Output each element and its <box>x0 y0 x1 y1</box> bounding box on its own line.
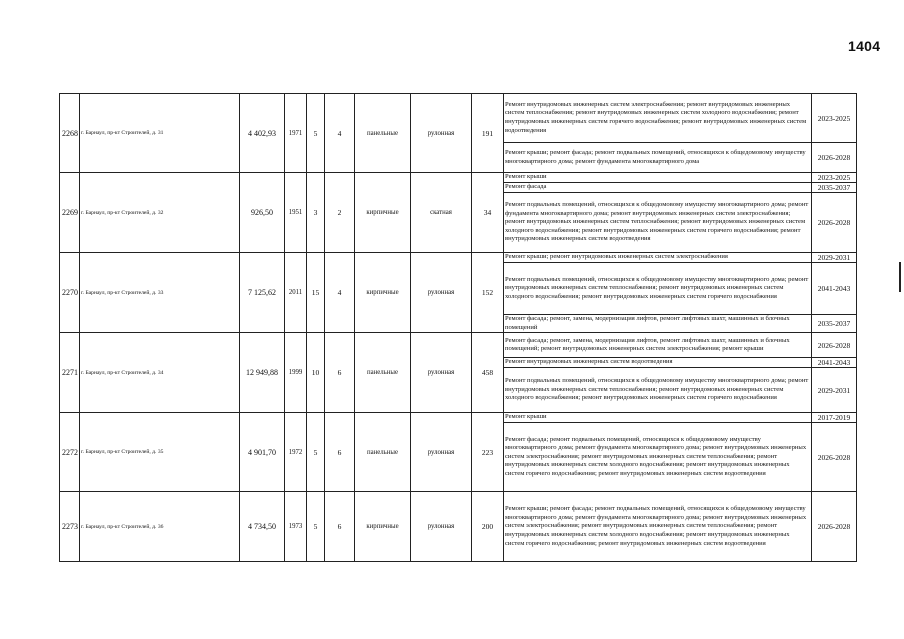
floors-cell: 5 <box>307 94 325 173</box>
entrances-cell: 6 <box>325 413 355 492</box>
work-period-cell: 2026-2028 <box>812 143 857 173</box>
work-period-cell: 2026-2028 <box>812 492 857 562</box>
house-number-cell: 2269 <box>60 173 80 253</box>
work-period-cell: 2023-2025 <box>812 173 857 183</box>
roof-type-cell: рулонная <box>411 333 472 413</box>
address-cell: г. Барнаул, пр-кт Строителей, д. 32 <box>80 173 240 253</box>
residents-count-cell: 223 <box>472 413 504 492</box>
floors-cell: 5 <box>307 413 325 492</box>
residents-count-cell: 458 <box>472 333 504 413</box>
house-number-cell: 2270 <box>60 253 80 333</box>
build-year-cell: 1973 <box>285 492 307 562</box>
house-number-cell: 2272 <box>60 413 80 492</box>
table-row <box>60 253 857 263</box>
work-period-cell: 2029-2031 <box>812 368 857 413</box>
build-year-cell: 1951 <box>285 173 307 253</box>
address-cell: г. Барнаул, пр-кт Строителей, д. 36 <box>80 492 240 562</box>
table-row <box>60 94 857 143</box>
address-cell: г. Барнаул, пр-кт Строителей, д. 33 <box>80 253 240 333</box>
work-period-cell: 2029-2031 <box>812 253 857 263</box>
work-period-cell: 2041-2043 <box>812 263 857 315</box>
work-period-cell: 2035-2037 <box>812 315 857 333</box>
roof-type-cell: рулонная <box>411 253 472 333</box>
floors-cell: 5 <box>307 492 325 562</box>
floors-cell: 3 <box>307 173 325 253</box>
work-description-cell: Ремонт подвальных помещений, относящихся к общедомовому имуществу многоквартирного дома; ремонт внутридомовых инженерных систем теплоснабжения; ремонт внутридомовых инженерных систем холодного водоснабжения; ремонт внутридомовых инженерных систем горячего водоснабжения <box>504 368 812 413</box>
work-description-cell: Ремонт фасада <box>504 183 812 193</box>
work-period-cell: 2026-2028 <box>812 193 857 253</box>
house-number-cell: 2273 <box>60 492 80 562</box>
address-cell: г. Барнаул, пр-кт Строителей, д. 35 <box>80 413 240 492</box>
wall-material-cell: панельные <box>355 94 411 173</box>
work-description-cell: Ремонт крыши; ремонт внутридомовых инженерных систем электроснабжения <box>504 253 812 263</box>
roof-type-cell: рулонная <box>411 492 472 562</box>
work-description-cell: Ремонт подвальных помещений, относящихся к общедомовому имуществу многоквартирного дома; ремонт фундамента многоквартирного дома; ремонт внутридомовых инженерных систем электроснабжения; ремонт внутридомовых инженерных систем теплоснабжения; ремонт внутридомовых инженерных систем холодного водоснабжения; ремонт внутридомовых инженерных систем горячего водоснабжения; ремонт внутридомовых инженерных систем водоотведения <box>504 193 812 253</box>
area-cell: 12 949,88 <box>240 333 285 413</box>
wall-material-cell: кирпичные <box>355 492 411 562</box>
area-cell: 4 402,93 <box>240 94 285 173</box>
house-number-cell: 2271 <box>60 333 80 413</box>
work-description-cell: Ремонт внутридомовых инженерных систем водоотведения <box>504 358 812 368</box>
residents-count-cell: 152 <box>472 253 504 333</box>
work-description-cell: Ремонт внутридомовых инженерных систем электроснабжения; ремонт внутридомовых инженерных систем теплоснабжения; ремонт внутридомовых инженерных систем холодного водоснабжения; ремонт внутридомовых инженерных систем горячего водоснабжения; ремонт внутридомовых инженерных систем водоотведения <box>504 94 812 143</box>
work-description-cell: Ремонт подвальных помещений, относящихся к общедомовому имуществу многоквартирного дома; ремонт внутридомовых инженерных систем теплоснабжения; ремонт внутридомовых инженерных систем холодного водоснабжения; ремонт внутридомовых инженерных систем горячего водоснабжения <box>504 263 812 315</box>
roof-type-cell: скатная <box>411 173 472 253</box>
table-row <box>60 413 857 423</box>
work-description-cell: Ремонт фасада; ремонт, замена, модернизация лифтов, ремонт лифтовых шахт, машинных и блочных помещений; ремонт внутридомовых инженерных систем электроснабжения; ремонт крыши <box>504 333 812 358</box>
address-cell: г. Барнаул, пр-кт Строителей, д. 31 <box>80 94 240 173</box>
entrances-cell: 4 <box>325 94 355 173</box>
work-description-cell: Ремонт крыши <box>504 413 812 423</box>
register-body <box>60 94 857 562</box>
work-period-cell: 2035-2037 <box>812 183 857 193</box>
residents-count-cell: 34 <box>472 173 504 253</box>
entrances-cell: 4 <box>325 253 355 333</box>
entrances-cell: 2 <box>325 173 355 253</box>
work-description-cell: Ремонт фасада; ремонт, замена, модернизация лифтов, ремонт лифтовых шахт, машинных и блочных помещений <box>504 315 812 333</box>
table-row <box>60 492 857 562</box>
roof-type-cell: рулонная <box>411 413 472 492</box>
table-row <box>60 173 857 183</box>
entrances-cell: 6 <box>325 333 355 413</box>
work-description-cell: Ремонт крыши; ремонт фасада; ремонт подвальных помещений, относящихся к общедомовому имуществу многоквартирного дома; ремонт фундамента многоквартирного дома; ремонт внутридомовых инженерных систем электроснабжения; ремонт внутридомовых инженерных систем теплоснабжения; ремонт внутридомовых инженерных систем холодного водоснабжения; ремонт внутридомовых инженерных систем горячего водоснабжения; ремонт внутридомовых инженерных систем водоотведения <box>504 492 812 562</box>
build-year-cell: 1972 <box>285 413 307 492</box>
floors-cell: 10 <box>307 333 325 413</box>
residents-count-cell: 191 <box>472 94 504 173</box>
area-cell: 4 901,70 <box>240 413 285 492</box>
floors-cell: 15 <box>307 253 325 333</box>
area-cell: 7 125,62 <box>240 253 285 333</box>
build-year-cell: 1999 <box>285 333 307 413</box>
residents-count-cell: 200 <box>472 492 504 562</box>
work-period-cell: 2026-2028 <box>812 423 857 492</box>
work-description-cell: Ремонт крыши; ремонт фасада; ремонт подвальных помещений, относящихся к общедомовому имуществу многоквартирного дома; ремонт фундамента многоквартирного дома <box>504 143 812 173</box>
work-period-cell: 2017-2019 <box>812 413 857 423</box>
work-period-cell: 2026-2028 <box>812 333 857 358</box>
build-year-cell: 1971 <box>285 94 307 173</box>
wall-material-cell: панельные <box>355 333 411 413</box>
entrances-cell: 6 <box>325 492 355 562</box>
work-description-cell: Ремонт крыши <box>504 173 812 183</box>
wall-material-cell: кирпичные <box>355 173 411 253</box>
wall-material-cell: кирпичные <box>355 253 411 333</box>
scan-edge-mark <box>899 262 901 292</box>
wall-material-cell: панельные <box>355 413 411 492</box>
table-row <box>60 333 857 358</box>
build-year-cell: 2011 <box>285 253 307 333</box>
work-period-cell: 2023-2025 <box>812 94 857 143</box>
area-cell: 926,50 <box>240 173 285 253</box>
house-number-cell: 2268 <box>60 94 80 173</box>
work-description-cell: Ремонт фасада; ремонт подвальных помещений, относящихся к общедомовому имуществу многоквартирного дома; ремонт фундамента многоквартирного дома; ремонт внутридомовых инженерных систем электроснабжения; ремонт внутридомовых инженерных систем теплоснабжения; ремонт внутридомовых инженерных систем холодного водоснабжения; ремонт внутридомовых инженерных систем горячего водоснабжения; ремонт внутридомовых инженерных систем водоотведения <box>504 423 812 492</box>
work-period-cell: 2041-2043 <box>812 358 857 368</box>
area-cell: 4 734,50 <box>240 492 285 562</box>
repair-register-table <box>59 93 857 562</box>
address-cell: г. Барнаул, пр-кт Строителей, д. 34 <box>80 333 240 413</box>
page-number: 1404 <box>848 38 881 54</box>
roof-type-cell: рулонная <box>411 94 472 173</box>
